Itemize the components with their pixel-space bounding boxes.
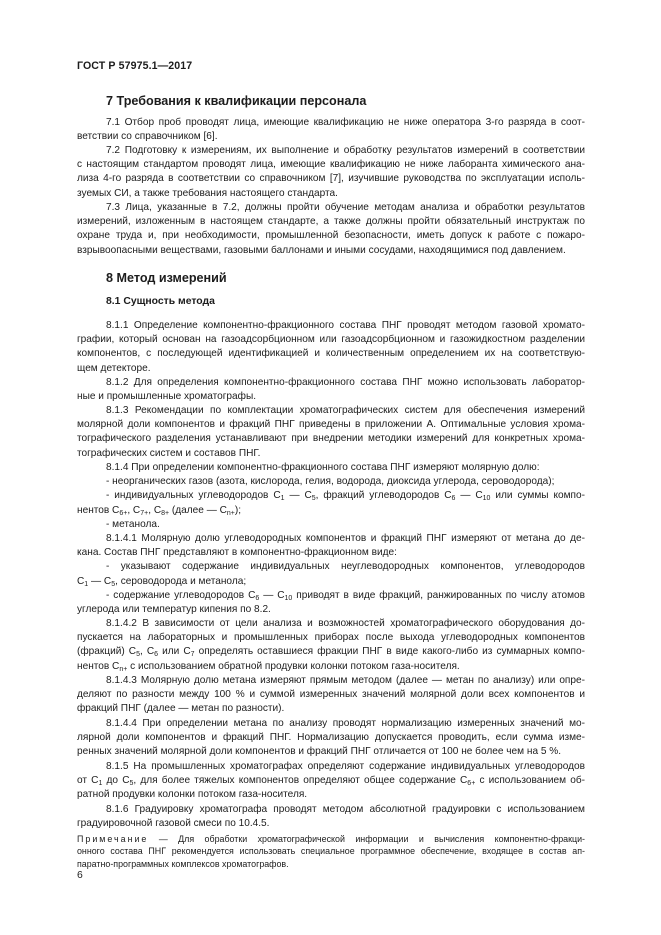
paragraph-8-1-4-4: 8.1.4.4 При определении метана по анализу проводят нормализацию измеренных значений мо- лярной доли компонентов и фракций ПНГ. Нормализацию допускается проводить, если сумма изме- ренных значений молярной доли компонентов и фракций ПНГ отличается от 100 не более чем на 5 %. — [77, 718, 585, 758]
paragraph-7-3: 7.3 Лица, указанные в 7.2, должны пройти обучение методам анализа и обработки результатов измерений, изложенным в настоящем стандарте, а также должны пройти обязательный инструктаж по охране труда и, при необходимости, промышленной безопасности, иметь допуск к работе с пожаро- взрывоопасными веществами, газовыми баллонами и иными сосудами, находящимися под давлением. — [77, 202, 585, 256]
subsection-8-1-heading: 8.1 Сущность метода — [106, 296, 215, 307]
paragraph-8-1-4-1: 8.1.4.1 Молярную долю углеводородных компонентов и фракций ПНГ измеряют от метана до де- кана. Состав ПНГ представляют в компонентно-фракционном виде: - указывают содержание индивидуальных неуглеводородных компонентов, углеводородов $C_1$ — $C_5$, сероводорода и метанола; - содержание углеводородов $C_6$ — $C_{10}$ приводят в виде фракций, ранжированных по числу атомов углерода или температур кипения по 8.2. — [77, 533, 585, 615]
paragraph-8-1-4-2: 8.1.4.2 В зависимости от цели анализа и возможностей хроматографического оборудования до- пускается на лабораторных и промышленных приборах после выхода углеводородных компонентов (фракций) $C_5$, $C_6$ или $C_7$ определять оставшиеся фракции ПНГ в виде какого-либо из суммарных компо- нентов $C_{n+}$ с использованием обратной продувки колонки потоком газа-носителя. — [77, 618, 585, 673]
paragraph-8-1-4: 8.1.4 При определении компонентно-фракционного состава ПНГ измеряют молярную долю: - неорганических газов (азота, кислорода, гелия, водорода, диоксида углерода, сероводорода); - индивидуальных углеводородов $C_1$ — $C_5$, фракций углеводородов $C_6$ — $C_{10}$ или суммы компо- нентов $C_{6+}$, $C_{7+}$, $C_{8+}$ (далее — $C_{n+}$); - метанола. — [77, 461, 585, 532]
note-block: Примечание — Для обработки хроматографической информации и вычисления компонентно-фракци- онного состава ПНГ рекомендуется использовать специальное программное обеспечение, входящее в состав ап- паратно-программных комплексов хроматографов. — [77, 834, 585, 869]
paragraph-8-1-1: 8.1.1 Определение компонентно-фракционного состава ПНГ проводят методом газовой хромато- графии, который основан на газоадсорбционном или газоадсорбционном и газожидкостном разделении компонентов, с последующей идентификацией и количественным определением их на соответствую- щем детекторе. — [77, 320, 585, 374]
paragraph-8-1-5: 8.1.5 На промышленных хроматографах определяют содержание индивидуальных углеводородов от $C_1$ до $C_5$, для более тяжелых компонентов определяют общее содержание $C_{6+}$ с использованием об- ратной продувки колонки потоком газа-носителя. — [77, 761, 586, 801]
paragraph-8-1-4-3: 8.1.4.3 Молярную долю метана измеряют прямым методом (далее — метан по анализу) или опре- деляют по разности между 100 % и суммой измеренных значений молярной доли всех компонентов и фракций ПНГ (далее — метан по разности). — [77, 675, 585, 715]
paragraph-8-1-6: 8.1.6 Градуировку хроматографа проводят методом абсолютной градуировки с использованием градуировочной газовой смеси по 10.4.5. — [77, 804, 585, 830]
list-item-inorganic-gases: - неорганических газов (азота, кислорода, гелия, водорода, диоксида углерода, сероводорода); — [106, 476, 555, 488]
document-code-header: ГОСТ Р 57975.1—2017 — [77, 60, 193, 72]
page-number: 6 — [77, 870, 83, 881]
list-item-individual-hydrocarbons: - индивидуальных углеводородов $C_1$ — $C_5$, фракций углеводородов $C_6$ — $C_{10}$ или суммы компо- — [106, 490, 585, 503]
list-item-methanol: - метанола. — [106, 518, 160, 530]
note-label: Примечание — [77, 834, 149, 844]
section-7-heading: 7 Требования к квалификации персонала — [106, 94, 367, 108]
paragraph-7-2: 7.2 Подготовку к измерениям, их выполнение и обработку результатов измерений в соответствии с настоящим стандартом проводят лица, имеющие квалификацию не ниже лаборанта химического ана- лиза 4-го разряда в соответствии со справочником [7], изучившие руководства по эксплуатации исполь- зуемых СИ, а также требования настоящего стандарта. — [77, 145, 585, 199]
paragraph-7-1: 7.1 Отбор проб проводят лица, имеющие квалификацию не ниже оператора 3-го разряда в соот- ветствии со справочником [6]. — [77, 117, 585, 143]
paragraph-8-1-3: 8.1.3 Рекомендации по комплектации хроматографических систем для обеспечения измерений молярной доли компонентов и фракций ПНГ приведены в приложении А. Оптимальные условия хрома- тографического разделения устанавливают при внедрении методики измерений для конкретных хрома- тографических систем и составов ПНГ. — [77, 405, 585, 459]
section-8-heading: 8 Метод измерений — [106, 271, 227, 285]
paragraph-8-1-2: 8.1.2 Для определения компонентно-фракционного состава ПНГ можно использовать лаборатор- ные и промышленные хроматографы. — [77, 377, 585, 403]
